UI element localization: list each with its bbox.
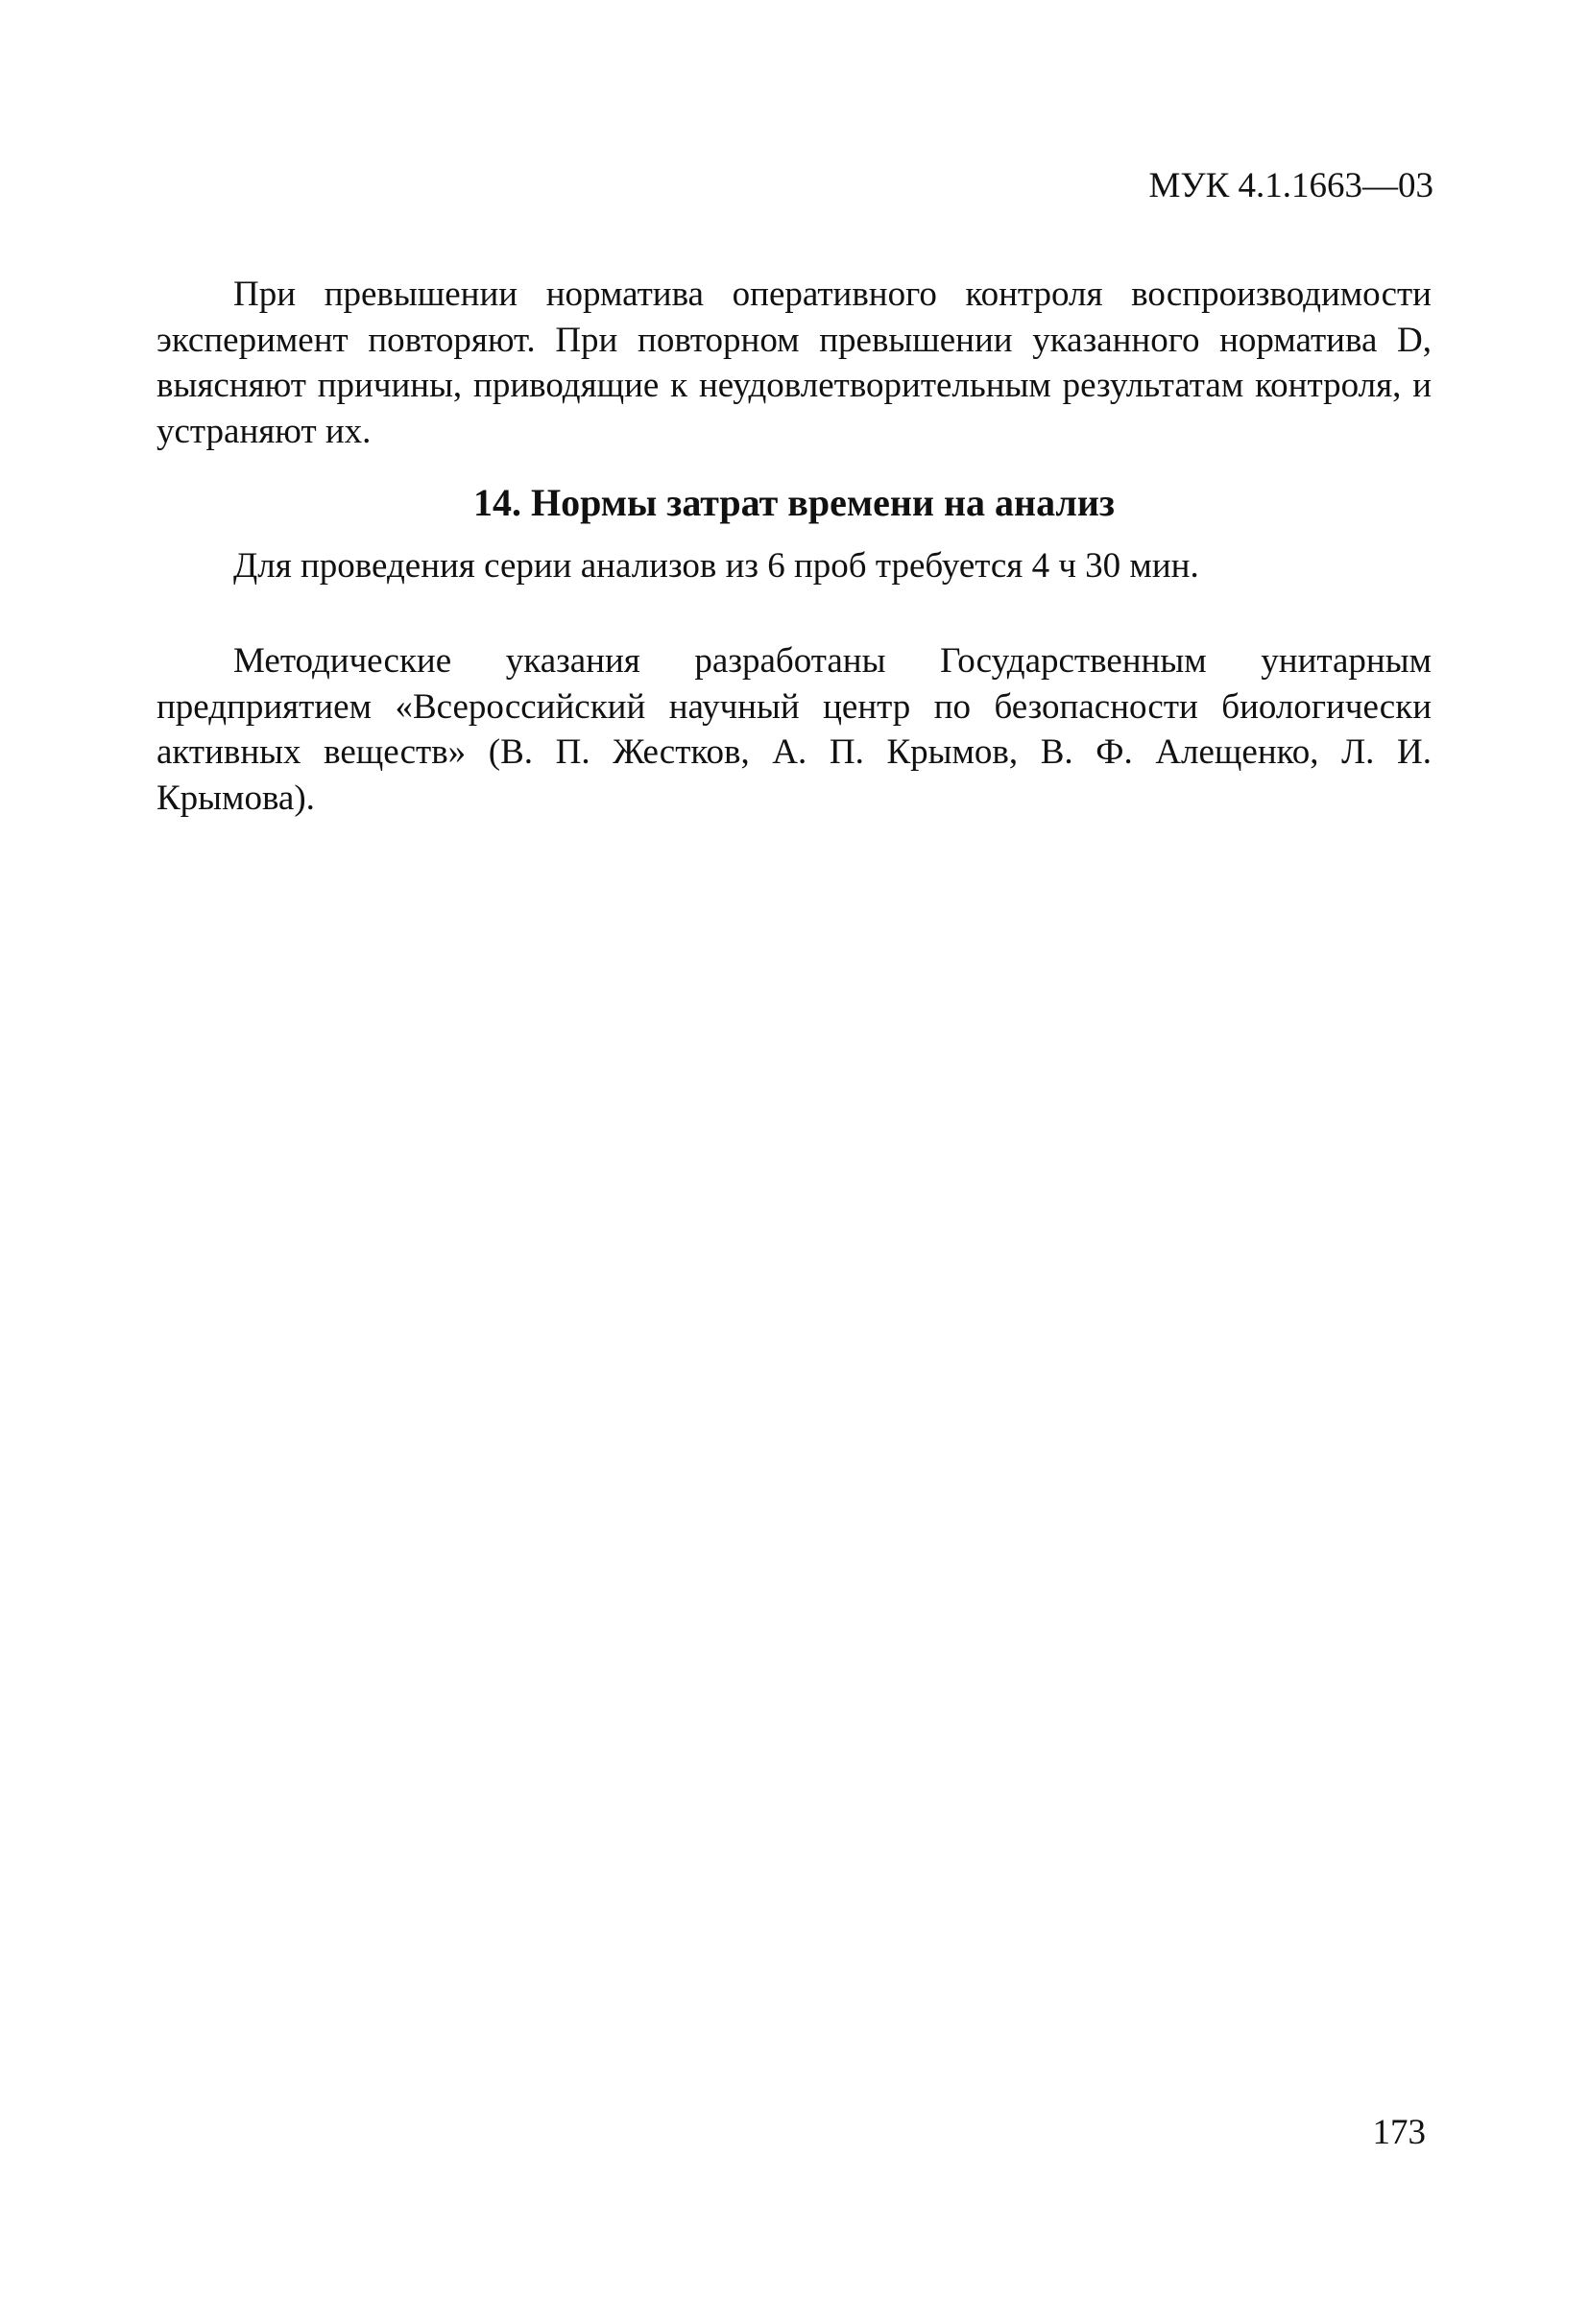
section-heading: 14. Нормы затрат времени на анализ	[473, 481, 1115, 524]
paragraph-time-norms	[156, 543, 1432, 589]
page-number: 173	[1372, 2113, 1426, 2152]
paragraph-reproducibility-control	[156, 272, 1432, 454]
paragraph-text: Для проведения серии анализов из 6 проб требуется 4 ч 30 мин.	[233, 546, 1199, 586]
paragraph-text: При превышении норматива оперативного контроля воспроизводимости эксперимент повторяют. При повторном превышении указанного норматива D, выясняют причины, приводящие к неудовлетворительным результатам контроля, и устраняют их.	[156, 275, 1432, 451]
document-code: МУК 4.1.1663—03	[1148, 166, 1433, 205]
paragraph-authors	[156, 638, 1432, 821]
paragraph-text: Методические указания разработаны Государственным унитарным предприятием «Всероссийский научный центр по безопасности биологически активных веществ» (В. П. Жестков, А. П. Крымов, В. Ф. Алещенко, Л. И. Крымова).	[156, 641, 1432, 818]
